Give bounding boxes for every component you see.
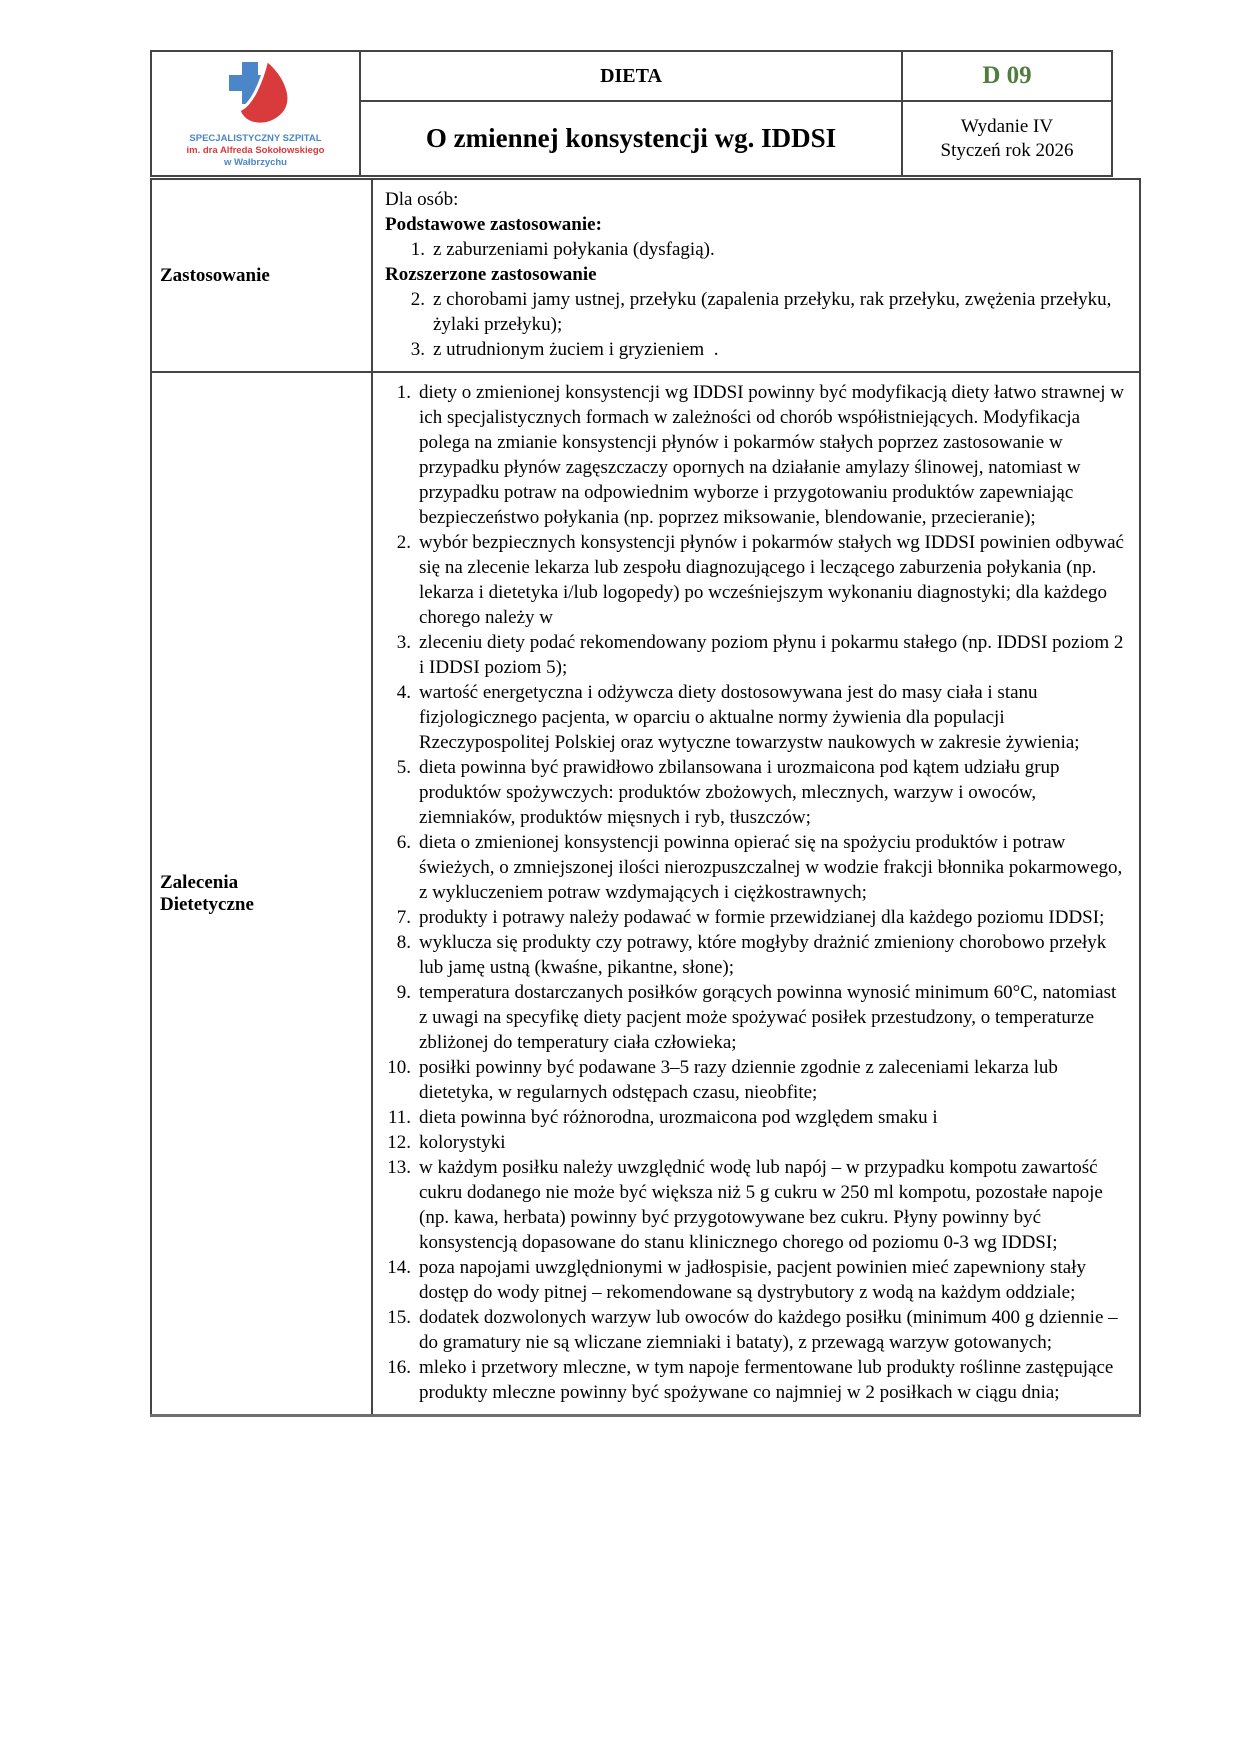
logo-cell <box>151 51 360 176</box>
list-item-number: 2. <box>410 289 425 310</box>
list-item-number: 11. <box>387 1107 411 1128</box>
list-item-number: 1. <box>410 239 425 260</box>
logo-text-line3: w Wałbrzychu <box>224 157 287 168</box>
list-item <box>383 755 1131 830</box>
zalecenia-label-line2: Dietetyczne <box>160 893 254 915</box>
list-item-text: z utrudnionym żuciem i gryzieniem . <box>433 339 719 360</box>
doc-title: O zmiennej konsystencji wg. IDDSI <box>360 101 902 176</box>
main-table <box>150 178 1141 1417</box>
list-item-text: poza napojami uwzględnionymi w jadłospisie, pacjent powinien mieć zapewniony stały dostęp do wody pitnej – rekomendowane są dystrybutory z wodą na każdym oddziale; <box>419 1257 1086 1303</box>
list-item <box>383 287 1131 337</box>
list-item-text: zleceniu diety podać rekomendowany poziom płynu i pokarmu stałego (np. IDDSI poziom 2 i IDDSI poziom 5); <box>419 632 1124 678</box>
list-item-text: dieta powinna być prawidłowo zbilansowana i urozmaicona pod kątem udziału grup produktów spożywczych: produktów zbożowych, mlecznych, warzyw i owoców, ziemniaków, produktów mięsnych i ryb, tłuszczów; <box>419 757 1060 828</box>
list-item <box>383 1255 1131 1305</box>
list-item <box>383 980 1131 1055</box>
list-item-number: 16. <box>387 1357 411 1378</box>
list-item <box>383 930 1131 980</box>
list-item-number: 7. <box>396 907 411 928</box>
list-item-number: 3. <box>396 632 411 653</box>
edition-info <box>902 101 1112 176</box>
list-item-number: 9. <box>396 982 411 1003</box>
zastosowanie-content <box>372 179 1140 372</box>
list-item-text: z chorobami jamy ustnej, przełyku (zapalenia przełyku, rak przełyku, zwężenia przełyku, żylaki przełyku); <box>433 289 1112 335</box>
list-item-text: temperatura dostarczanych posiłków gorących powinna wynosić minimum 60°C, natomiast z uwagi na specyfikę diety pacjent może spożywać posiłek przestudzony, o temperaturze zbliżonej do temperatury ciała człowieka; <box>419 982 1117 1053</box>
list-item <box>383 1130 1131 1155</box>
list-item-text: posiłki powinny być podawane 3–5 razy dziennie zgodnie z zaleceniami lekarza lub dietetyka, w regularnych odstępach czasu, nieobfite; <box>419 1057 1058 1103</box>
list-item-text: w każdym posiłku należy uwzględnić wodę lub napój – w przypadku kompotu zawartość cukru dodanego nie może być większa niż 5 g cukru w 250 ml kompotu, pozostałe napoje (np. kawa, herbata) powinny być przygotowywane bez cukru. Płyny powinny być konsystencją dopasowane do stanu klinicznego chorego od poziomu 0-3 wg IDDSI; <box>419 1157 1103 1253</box>
list-item <box>383 905 1131 930</box>
list-item <box>383 630 1131 680</box>
list-item-number: 6. <box>396 832 411 853</box>
list-item-text: wybór bezpiecznych konsystencji płynów i pokarmów stałych wg IDDSI powinien odbywać się na zlecenie lekarza lub zespołu diagnozującego i leczącego zaburzenia połykania (np. lekarza i dietetyka i/lub logopedy) po wcześniejszym wykonaniu diagnostyki; dla każdego chorego należy w <box>419 532 1124 628</box>
list-item <box>383 1105 1131 1130</box>
list-item <box>383 1155 1131 1255</box>
list-item <box>383 530 1131 630</box>
edition-line1: Wydanie IV <box>960 115 1054 137</box>
list-item-text: kolorystyki <box>419 1132 506 1153</box>
row-zalecenia <box>151 372 1140 1416</box>
list-item <box>383 337 1131 362</box>
hospital-logo <box>152 52 359 175</box>
edition-line2: Styczeń rok 2026 <box>940 139 1074 161</box>
zalecenia-label <box>151 372 372 1416</box>
hospital-logo-icon <box>206 56 306 133</box>
list-item-number: 3. <box>410 339 425 360</box>
list-item-text: diety o zmienionej konsystencji wg IDDSI powinny być modyfikacją diety łatwo strawnej w ich specjalistycznych formach w zależności od chorób współistniejących. Modyfikacja polega na zmianie konsystencji płynów i pokarmów stałych poprzez zastosowanie w przypadku płynów zagęszczaczy opornych na działanie amylazy ślinowej, natomiast w przypadku potraw na odpowiednim wyborze i przygotowaniu produktów zapewniając bezpieczeństwo połykania (np. poprzez miksowanie, blendowanie, przecieranie); <box>419 382 1124 528</box>
zalecenia-label-line1: Zalecenia <box>160 871 239 893</box>
list-item-number: 2. <box>396 532 411 553</box>
sub-heading: Podstawowe zastosowanie: <box>385 214 602 235</box>
list-item-number: 12. <box>387 1132 411 1153</box>
zalecenia-content <box>372 372 1140 1416</box>
list-item-number: 1. <box>396 382 411 403</box>
list-item <box>383 680 1131 755</box>
list-item-number: 8. <box>396 932 411 953</box>
doc-type-label: DIETA <box>360 51 902 101</box>
list-item-text: produkty i potrawy należy podawać w formie przewidzianej dla każdego poziomu IDDSI; <box>419 907 1105 928</box>
list-item-text: mleko i przetwory mleczne, w tym napoje fermentowane lub produkty roślinne zastępujące produkty mleczne powinny być spożywane co najmniej w 2 posiłkach w ciągu dnia; <box>419 1357 1114 1403</box>
logo-text-line2: im. dra Alfreda Sokołowskiego <box>186 145 325 156</box>
list-item-number: 15. <box>387 1307 411 1328</box>
list-item-number: 10. <box>387 1057 411 1078</box>
header-table <box>150 50 1113 177</box>
list-item-text: dieta powinna być różnorodna, urozmaicona pod względem smaku i <box>419 1107 938 1128</box>
list-item-text: wyklucza się produkty czy potrawy, które mogłyby drażnić zmieniony chorobowo przełyk lub jamę ustną (kwaśne, pikantne, słone); <box>419 932 1107 978</box>
list-item <box>383 1355 1131 1405</box>
list-item <box>383 1305 1131 1355</box>
logo-text-line1: SPECJALISTYCZNY SZPITAL <box>189 133 322 144</box>
list-item <box>383 830 1131 905</box>
list-item <box>383 1055 1131 1105</box>
list-item-number: 13. <box>387 1157 411 1178</box>
list-item-text: dieta o zmienionej konsystencji powinna opierać się na spożyciu produktów i potraw świeżych, o zmniejszonej ilości nierozpuszczalnej w wodzie frakcji błonnika pokarmowego, z wykluczeniem potraw wzdymających i ciężkostrawnych; <box>419 832 1123 903</box>
list-item-text: z zaburzeniami połykania (dysfagią). <box>433 239 715 260</box>
list-item-number: 14. <box>387 1257 411 1278</box>
list-item-number: 4. <box>396 682 411 703</box>
zastosowanie-label: Zastosowanie <box>151 179 372 372</box>
row-zastosowanie <box>151 179 1140 372</box>
zastosowanie-intro: Dla osób: <box>385 189 459 210</box>
doc-code: D 09 <box>902 51 1112 101</box>
list-item-text: wartość energetyczna i odżywcza diety dostosowywana jest do masy ciała i stanu fizjologicznego pacjenta, w oparciu o aktualne normy żywienia dla populacji Rzeczypospolitej Polskiej oraz wytyczne towarzystw naukowych w zakresie żywienia; <box>419 682 1080 753</box>
sub-heading: Rozszerzone zastosowanie <box>385 264 597 285</box>
list-item-text: dodatek dozwolonych warzyw lub owoców do każdego posiłku (minimum 400 g dziennie – do gramatury nie są wliczane ziemniaki i bataty), z przewagą warzyw gotowanych; <box>419 1307 1118 1353</box>
zalecenia-list <box>383 380 1131 1405</box>
list-item <box>383 237 1131 262</box>
list-item <box>383 380 1131 530</box>
zastosowanie-blocks <box>383 212 1131 362</box>
list-item-number: 5. <box>396 757 411 778</box>
